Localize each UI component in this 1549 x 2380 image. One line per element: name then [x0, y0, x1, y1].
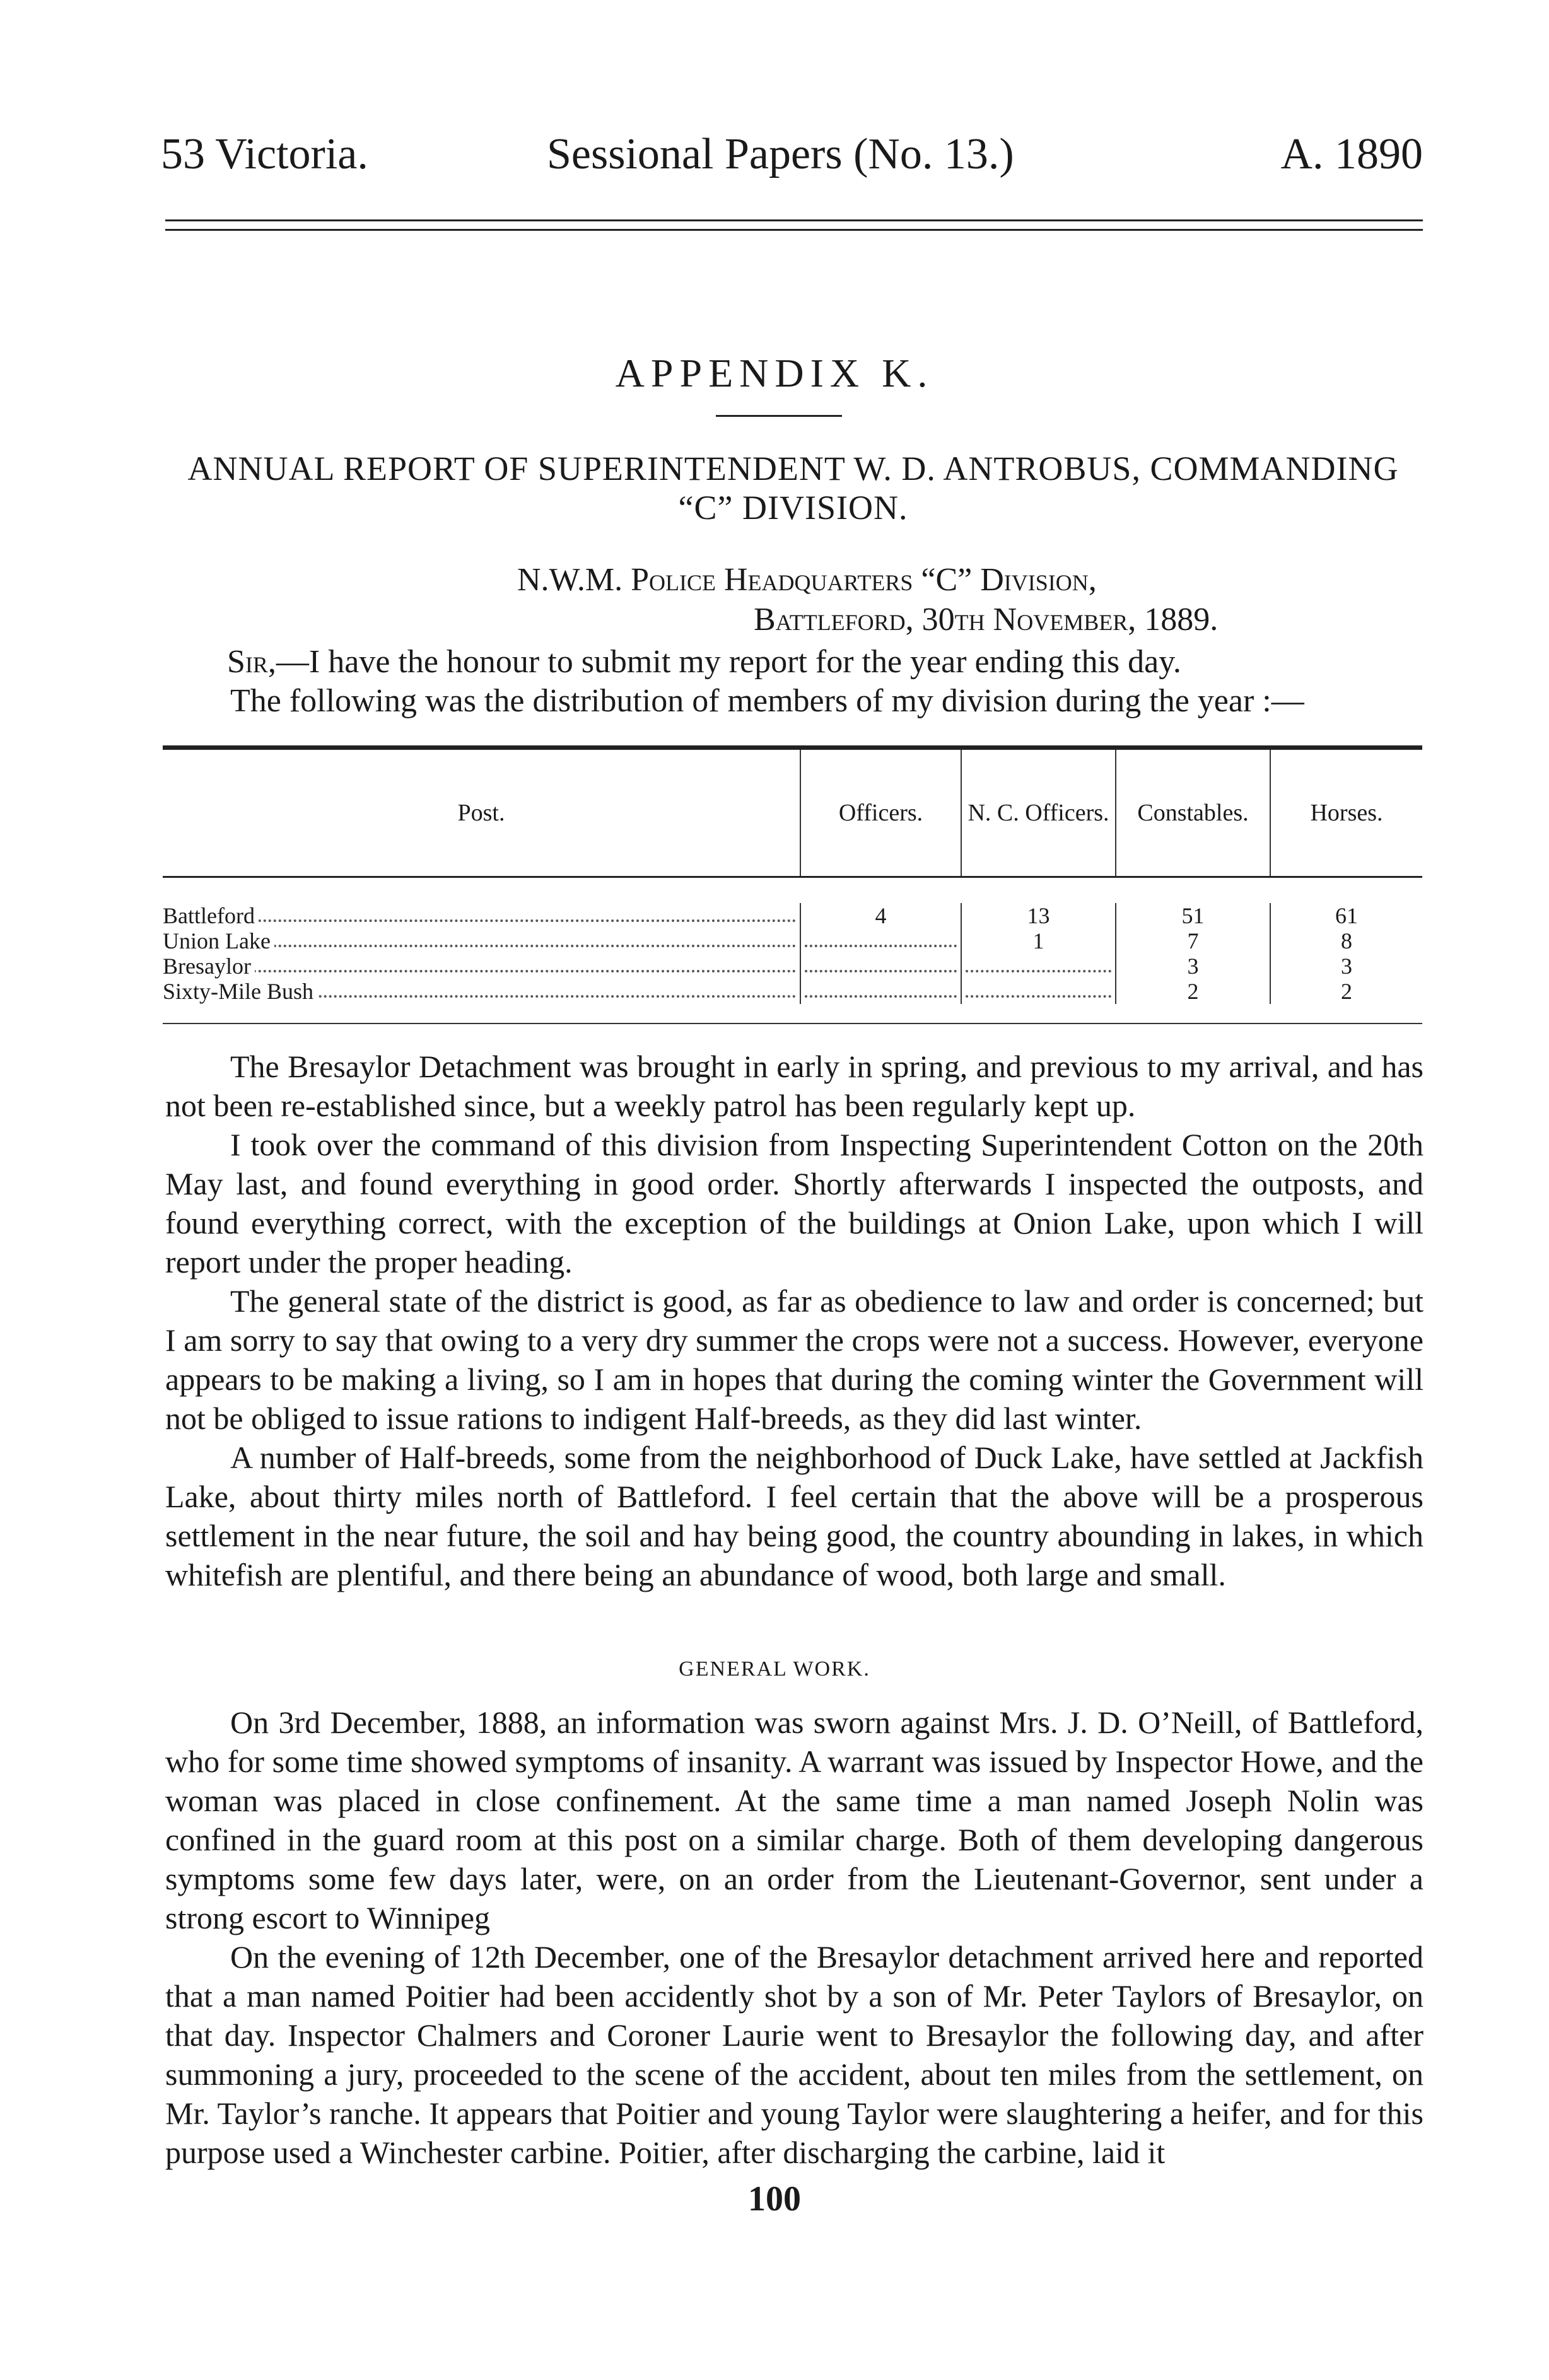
post-label: Battleford	[163, 903, 259, 928]
post-label: Union Lake	[163, 928, 274, 954]
paragraph: A number of Half-breeds, some from the neighborhood of Duck Lake, have settled at Jackfish Lake, about thirty miles north of Battleford. I feel certain that the above will be a prosperous settlement in the near future, the soil and hay being good, the country abounding in lakes, in which whitefish are plentiful, and there being an abundance of wood, both large and small.	[165, 1440, 1423, 1592]
post-label: Sixty-Mile Bush	[163, 979, 317, 1004]
section-heading: GENERAL WORK.	[679, 1657, 870, 1681]
distribution-intro: The following was the distribution of members of my division during the year :—	[230, 683, 1304, 719]
table-cell-horses: 8	[1341, 928, 1352, 954]
table-cell-nco: 13	[1027, 903, 1050, 928]
column-constables	[1115, 903, 1270, 1004]
table-cell-post	[163, 903, 800, 928]
table-cell-horses: 61	[1335, 903, 1358, 928]
post-label: Bresaylor	[163, 954, 255, 979]
paragraph: On 3rd December, 1888, an information was sworn against Mrs. J. D. O’Neill, of Battleford, who for some time showed symptoms of insanity. A warrant was issued by Inspector Howe, and the woman was placed in close confinement. At the same time a man named Joseph Nolin was confined in the guard room at this post on a similar charge. Both of them developing dangerous symptoms some few days later, were, on an order from the Lieutenant-Governor, sent under a strong escort to Winnipeg	[165, 1705, 1423, 1935]
table-cell-nco: 1	[1032, 928, 1044, 954]
paragraph: On the evening of 12th December, one of the Bresaylor detachment arrived here and reported that a man named Poitier had been accidently shot by a son of Mr. Peter Taylors of Bresaylor, on that day. Inspector Chalmers and Coroner Laurie went to Bresaylor the following day, and after summoning a jury, proceeded to the scene of the accident, about ten miles from the settlement, on Mr. Taylor’s ranche. It appears that Poitier and young Taylor were slaughtering a heifer, and for this purpose used a Winchester carbine. Poitier, after discharging the carbine, laid it	[165, 1939, 1423, 2170]
column-officers	[800, 903, 961, 1004]
header-center: Sessional Papers (No. 13.)	[547, 130, 1014, 178]
report-body	[165, 1047, 1423, 1594]
paragraph: I took over the command of this division from Inspecting Superintendent Cotton on the 20th May last, and found everything in good order. Shortly afterwards I inspected the outposts, and found everything correct, with the exception of the buildings at Onion Lake, upon which I will report under the proper heading.	[165, 1127, 1423, 1280]
running-header	[161, 129, 1423, 186]
header-horses: Horses.	[1270, 750, 1422, 876]
title-rule	[716, 415, 842, 417]
table-header-row	[163, 750, 1422, 878]
dateline-headquarters: N.W.M. Police Headquarters “C” Division,	[517, 562, 1097, 598]
report-title: ANNUAL REPORT OF SUPERINTENDENT W. D. ANTROBUS, COMMANDING “C” DIVISION.	[187, 450, 1399, 527]
header-rule	[165, 219, 1423, 231]
dateline-place-date: Battleford, 30th November, 1889.	[754, 602, 1219, 638]
table-body	[163, 878, 1422, 1024]
table-cell-horses: 2	[1341, 979, 1352, 1004]
header-right: A. 1890	[1280, 130, 1423, 178]
header-post: Post.	[457, 800, 505, 826]
header-constables: Constables.	[1115, 750, 1270, 876]
column-nco	[961, 903, 1115, 1004]
table-cell-officers	[801, 954, 961, 979]
table-cell-post	[163, 954, 800, 979]
salutation-text: —I have the honour to submit my report for the year ending this day.	[276, 644, 1181, 680]
table-cell-horses: 3	[1341, 954, 1352, 979]
paragraph: The Bresaylor Detachment was brought in early in spring, and previous to my arrival, and has not been re-established since, but a weekly patrol has been regularly kept up.	[165, 1049, 1423, 1123]
general-work-body	[165, 1703, 1423, 2172]
table-cell-nco	[962, 979, 1115, 1004]
table-cell-constables: 7	[1187, 928, 1199, 954]
table-cell-nco	[962, 954, 1115, 979]
table-top-rule	[163, 745, 1422, 750]
appendix-title: APPENDIX K.	[615, 351, 934, 395]
salutation-sir: Sir,	[227, 644, 276, 680]
header-left: 53 Victoria.	[161, 130, 368, 178]
table-cell-constables: 2	[1187, 979, 1199, 1004]
table-cell-post	[163, 928, 800, 954]
column-post	[163, 903, 800, 1004]
table-cell-constables: 3	[1187, 954, 1199, 979]
column-horses	[1270, 903, 1422, 1004]
salutation	[227, 643, 1181, 680]
table-cell-officers	[801, 979, 961, 1004]
table-cell-officers	[801, 928, 961, 954]
header-nco: N. C. Officers.	[961, 750, 1115, 876]
table-cell-post	[163, 979, 800, 1004]
page-number: 100	[748, 2179, 801, 2219]
table-cell-constables: 51	[1181, 903, 1205, 928]
paragraph: The general state of the district is good, as far as obedience to law and order is concerned; but I am sorry to say that owing to a very dry summer the crops were not a success. However, everyone appears to be making a living, so I am in hopes that during the coming winter the Government will not be obliged to issue rations to indigent Half-breeds, as they did last winter.	[165, 1283, 1423, 1436]
distribution-table	[163, 745, 1422, 1024]
header-officers: Officers.	[800, 750, 961, 876]
table-cell-officers: 4	[875, 903, 887, 928]
